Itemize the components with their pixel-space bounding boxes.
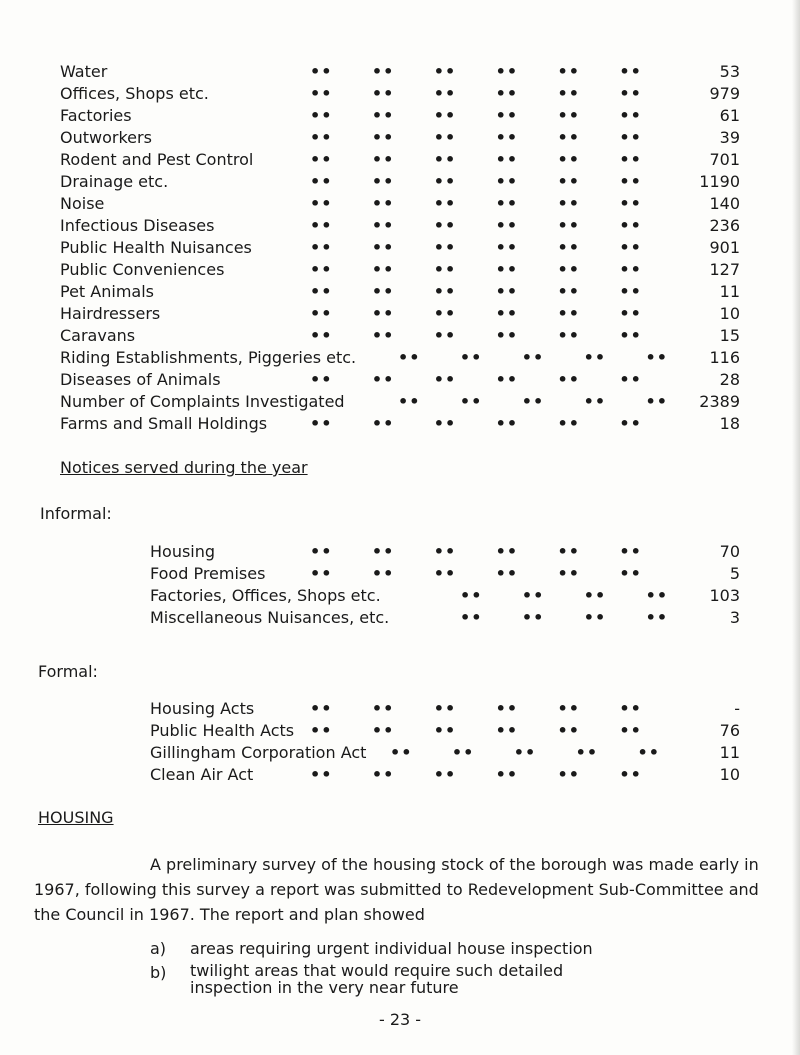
row-value: 76 — [719, 721, 740, 740]
table-row — [150, 720, 740, 742]
row-label: Factories, Offices, Shops etc. — [150, 586, 381, 605]
leader-dots: •• •• •• •• •• •• — [310, 238, 642, 257]
leader-dots: •• •• •• •• •• •• — [310, 194, 642, 213]
table-row — [150, 541, 740, 563]
scan-edge-shadow — [792, 0, 800, 1055]
leader-dots: •• •• •• •• •• •• — [310, 370, 642, 389]
leader-dots: •• •• •• •• •• •• — [310, 414, 642, 433]
row-value: 701 — [709, 150, 740, 169]
table-row — [60, 105, 740, 127]
leader-dots: •• •• •• •• •• •• — [310, 106, 642, 125]
row-label: Drainage etc. — [60, 172, 169, 191]
row-value: 39 — [719, 128, 740, 147]
row-value: 18 — [719, 414, 740, 433]
row-label: Food Premises — [150, 564, 266, 583]
row-value: 901 — [709, 238, 740, 257]
leader-dots: •• •• •• •• •• •• — [310, 216, 642, 235]
leader-dots: •• •• •• •• •• •• — [310, 150, 642, 169]
row-value: - — [734, 699, 740, 718]
row-value: 5 — [729, 564, 740, 583]
row-label: Hairdressers — [60, 304, 161, 323]
row-label: Pet Animals — [60, 282, 154, 301]
table-row — [60, 149, 740, 171]
row-label: Farms and Small Holdings — [60, 414, 268, 433]
row-value: 10 — [719, 765, 740, 784]
leader-dots: •• •• •• •• •• •• — [310, 282, 642, 301]
row-label: Water — [60, 62, 108, 81]
row-value: 61 — [719, 106, 740, 125]
row-value: 53 — [719, 62, 740, 81]
leader-dots: •• •• •• •• •• •• — [310, 542, 642, 561]
table-row — [60, 347, 740, 369]
row-value: 140 — [709, 194, 740, 213]
row-value: 103 — [709, 586, 740, 605]
row-value: 11 — [719, 282, 740, 301]
row-value: 28 — [719, 370, 740, 389]
row-value: 2389 — [699, 392, 740, 411]
row-label: Infectious Diseases — [60, 216, 215, 235]
row-value: 11 — [719, 743, 740, 762]
row-label: Riding Establishments, Piggeries etc. — [60, 348, 357, 367]
leader-dots: •• •• •• •• •• •• — [310, 721, 642, 740]
row-label: Housing — [150, 542, 216, 561]
list-text: areas requiring urgent individual house inspection — [190, 939, 593, 958]
table-row — [150, 764, 740, 786]
row-value: 1190 — [699, 172, 740, 191]
formal-label: Formal: — [38, 662, 98, 681]
leader-dots: •• •• •• •• — [460, 608, 669, 627]
housing-paragraph: A preliminary survey of the housing stock of the borough was made early in 1967, following this survey a report was submitted to Redevelopment Sub-Committee and the Council in 1967. The report and plan showed — [34, 855, 759, 924]
table-row — [60, 391, 740, 413]
housing-heading: HOUSING — [38, 808, 114, 827]
row-label: Public Conveniences — [60, 260, 225, 279]
row-label: Rodent and Pest Control — [60, 150, 254, 169]
notices-heading: Notices served during the year — [60, 458, 308, 477]
row-label: Gillingham Corporation Act — [150, 743, 367, 762]
table-row — [60, 281, 740, 303]
row-value: 3 — [729, 608, 740, 627]
leader-dots: •• •• •• •• •• •• — [310, 699, 642, 718]
table-row — [60, 171, 740, 193]
table-row — [150, 563, 740, 585]
leader-dots: •• •• •• •• •• — [398, 392, 668, 411]
table-row — [60, 61, 740, 83]
leader-dots: •• •• •• •• •• — [390, 743, 660, 762]
leader-dots: •• •• •• •• •• •• — [310, 172, 642, 191]
table-row — [60, 127, 740, 149]
row-label: Noise — [60, 194, 105, 213]
table-row — [60, 237, 740, 259]
leader-dots: •• •• •• •• •• •• — [310, 326, 642, 345]
page-number: - 23 - — [378, 1010, 422, 1029]
leader-dots: •• •• •• •• — [460, 586, 669, 605]
row-value: 127 — [709, 260, 740, 279]
leader-dots: •• •• •• •• •• •• — [310, 62, 642, 81]
table-row — [60, 83, 740, 105]
table-row — [60, 215, 740, 237]
row-label: Public Health Nuisances — [60, 238, 252, 257]
table-row — [150, 607, 740, 629]
row-label: Number of Complaints Investigated — [60, 392, 345, 411]
leader-dots: •• •• •• •• •• •• — [310, 765, 642, 784]
row-label: Outworkers — [60, 128, 152, 147]
table-row — [150, 742, 740, 764]
row-label: Factories — [60, 106, 132, 125]
row-value: 10 — [719, 304, 740, 323]
row-label: Housing Acts — [150, 699, 255, 718]
table-row — [60, 413, 740, 435]
row-value: 236 — [709, 216, 740, 235]
table-row — [60, 325, 740, 347]
row-label: Public Health Acts — [150, 721, 295, 740]
row-value: 116 — [709, 348, 740, 367]
informal-label: Informal: — [40, 504, 112, 523]
leader-dots: •• •• •• •• •• •• — [310, 564, 642, 583]
leader-dots: •• •• •• •• •• — [398, 348, 668, 367]
row-label: Offices, Shops etc. — [60, 84, 209, 103]
table-row — [60, 193, 740, 215]
table-row — [60, 259, 740, 281]
table-row — [150, 585, 740, 607]
leader-dots: •• •• •• •• •• •• — [310, 304, 642, 323]
row-value: 979 — [709, 84, 740, 103]
list-marker: a) — [150, 939, 167, 958]
leader-dots: •• •• •• •• •• •• — [310, 84, 642, 103]
table-row — [150, 698, 740, 720]
leader-dots: •• •• •• •• •• •• — [310, 260, 642, 279]
list-marker: b) — [150, 963, 167, 982]
table-row — [60, 303, 740, 325]
row-label: Diseases of Animals — [60, 370, 221, 389]
row-value: 70 — [719, 542, 740, 561]
row-label: Clean Air Act — [150, 765, 254, 784]
row-label: Caravans — [60, 326, 136, 345]
row-label: Miscellaneous Nuisances, etc. — [150, 608, 390, 627]
leader-dots: •• •• •• •• •• •• — [310, 128, 642, 147]
table-row — [60, 369, 740, 391]
list-text: twilight areas that would require such detailed inspection in the very near future — [190, 961, 564, 997]
row-value: 15 — [719, 326, 740, 345]
